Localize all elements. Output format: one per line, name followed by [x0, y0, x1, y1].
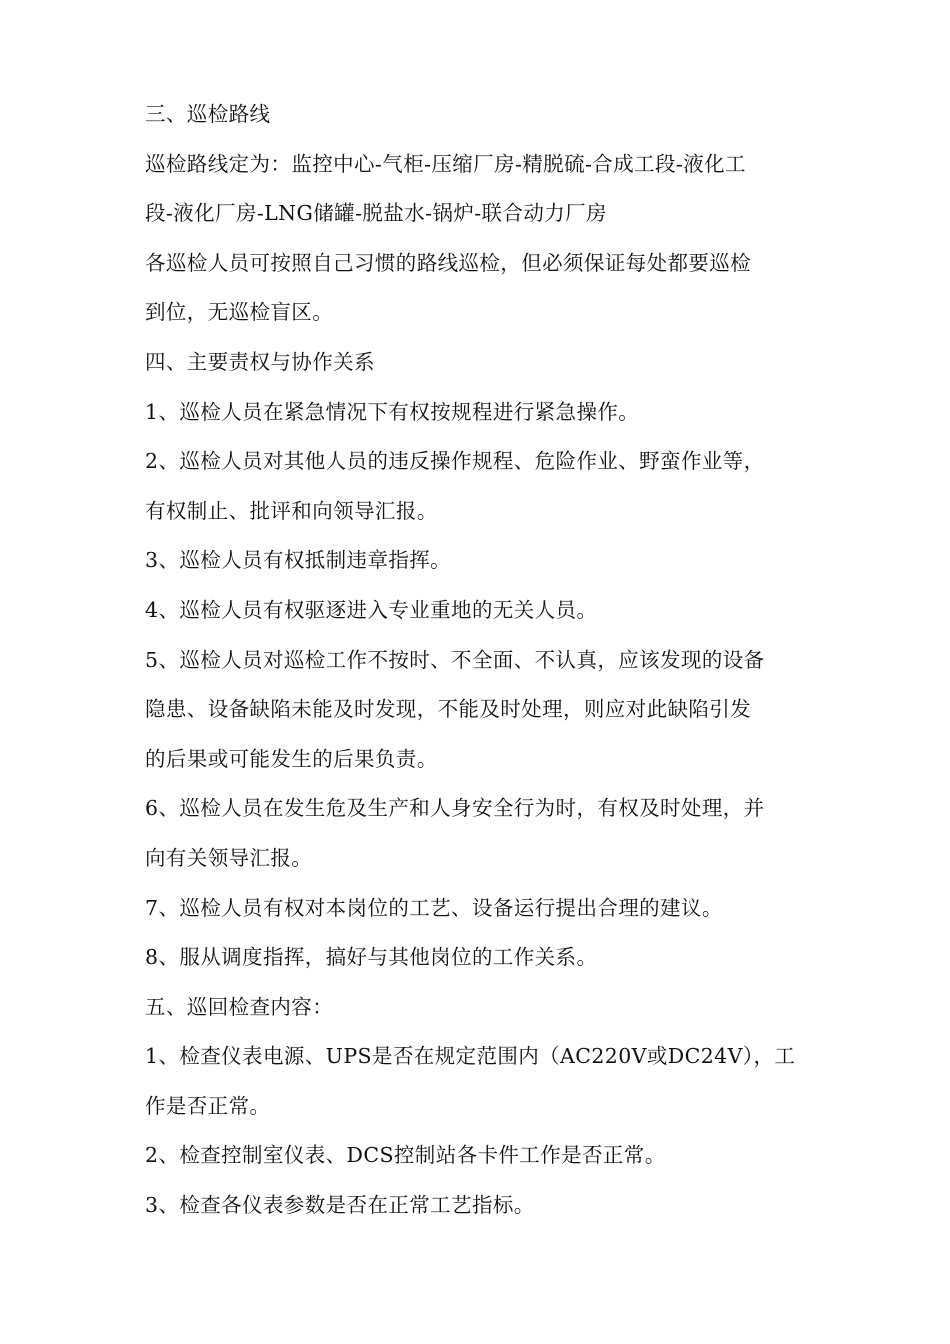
list-item: 7、巡检人员有权对本岗位的工艺、设备运行提出合理的建议。	[145, 895, 723, 920]
list-item-continuation: 作是否正常。	[145, 1093, 271, 1118]
paragraph-line: 到位，无巡检盲区。	[145, 300, 334, 325]
list-item-continuation: 有权制止、批评和向领导汇报。	[145, 498, 438, 523]
paragraph-line: 段-液化厂房-LNG储罐-脱盐水-锅炉-联合动力厂房	[145, 201, 607, 226]
list-item-continuation: 隐患、设备缺陷未能及时发现，不能及时处理，则应对此缺陷引发	[145, 697, 752, 722]
list-item-continuation: 向有关领导汇报。	[145, 845, 313, 870]
list-item: 1、巡检人员在紧急情况下有权按规程进行紧急操作。	[145, 399, 640, 424]
document-body	[145, 90, 810, 1231]
list-item-continuation: 的后果或可能发生的后果负责。	[145, 746, 438, 771]
list-item: 2、检查控制室仪表、DCS控制站各卡件工作是否正常。	[145, 1143, 666, 1168]
list-item: 5、巡检人员对巡检工作不按时、不全面、不认真，应该发现的设备	[145, 647, 765, 672]
list-item: 8、服从调度指挥，搞好与其他岗位的工作关系。	[145, 945, 598, 970]
section-heading-inspection-content: 五、巡回检查内容：	[145, 994, 334, 1019]
list-item: 3、检查各仪表参数是否在正常工艺指标。	[145, 1193, 535, 1218]
list-item: 2、巡检人员对其他人员的违反操作规程、危险作业、野蛮作业等，	[145, 449, 765, 474]
list-item: 3、巡检人员有权抵制违章指挥。	[145, 548, 452, 573]
list-item: 4、巡检人员有权驱逐进入专业重地的无关人员。	[145, 597, 598, 622]
list-item: 1、检查仪表电源、UPS是否在规定范围内（AC220V或DC24V），工	[145, 1044, 796, 1069]
section-heading-responsibilities: 四、主要责权与协作关系	[145, 349, 375, 374]
list-item: 6、巡检人员在发生危及生产和人身安全行为时，有权及时处理，并	[145, 796, 765, 821]
section-heading-patrol-route: 三、巡检路线	[145, 102, 271, 126]
paragraph-line: 各巡检人员可按照自己习惯的路线巡检，但必须保证每处都要巡检	[145, 250, 752, 275]
paragraph-line: 巡检路线定为：监控中心-气柜-压缩厂房-精脱硫-合成工段-液化工	[145, 151, 746, 176]
